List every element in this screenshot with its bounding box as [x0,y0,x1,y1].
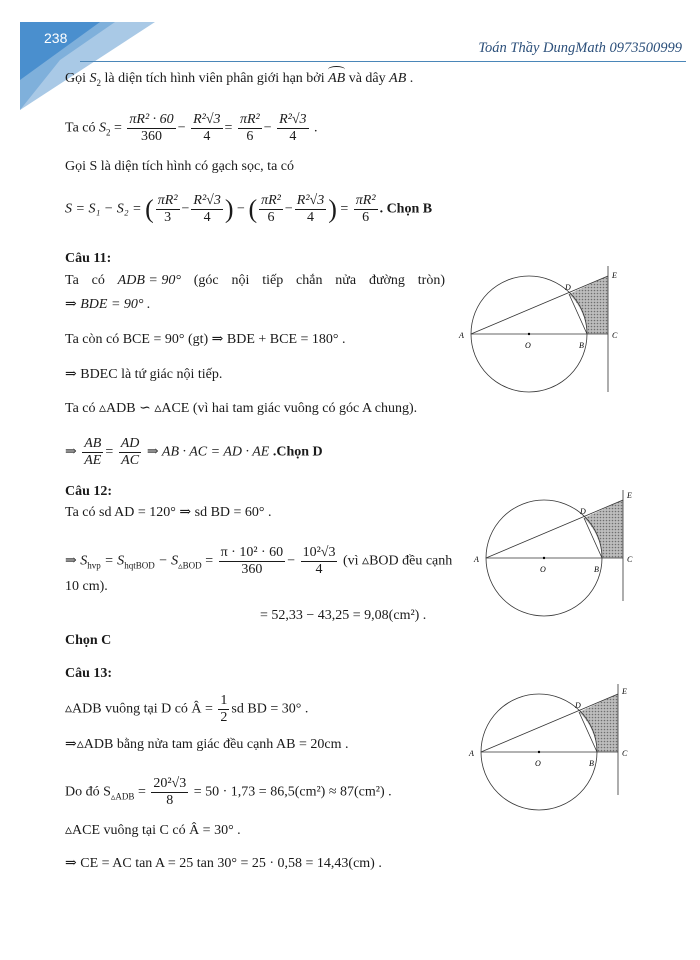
answer-b: . Chọn B [379,201,433,217]
q12-line-1: Ta có sd AD = 120° ⇒ sd BD = 60° . [65,505,272,520]
q11-line-5: Ta có ▵ADB ∽ ▵ACE (vì hai tam giác vuông có góc A chung). [65,401,418,416]
corner-decoration [0,0,160,120]
svg-text:B: B [589,759,594,768]
q12-answer: Chọn C [65,633,112,648]
q11-heading: Câu 11: [65,251,112,266]
q11-line-6: ⇒ $\frac{AB}{AE}$ = $\frac{AD}{AC}$ ⇒ AB · AC = AD · AE .Chọn D [65,436,323,468]
geometry-figure-q12 [470,486,645,636]
page-number: 238 [44,30,68,46]
intro-line-4: S = S₁ − S₂ = ( $\frac{\text{πR²}}{3}$ − $\frac{\text{R²√3}}{4}$ ) − ( $\frac{\text{πR²}}{6}$ − $\frac{\text{R²√3}}{4}$ ) = $\frac{\text{πR²}}{6}$ . Chọn B [65,193,433,225]
svg-text:C: C [627,555,633,564]
q12-line-2: ⇒ $S_{hvp} = S_{hqtBOD} - S_{▵BOD}$ = $\frac{\text{π · 10² · 60}}{360}$ − $\frac{\text{10²√3}}{4}$ (vì ▵BOD đều cạnh [65,545,453,577]
svg-text:O: O [535,759,541,768]
q11-line-3: Ta còn có BCE = 90° (gt) ⇒ BDE + BCE = 180° . [65,332,346,347]
q12-line-3: 10 cm). [65,579,108,594]
svg-text:C: C [622,749,628,758]
q13-line-5: ⇒ CE = AC tan A = 25 tan 30° = 25 · 0,58 = 14,43(cm) . [65,856,382,871]
q13-line-1: ▵ADB vuông tại D có Â = $\frac{1}{2}$ sd BD = 30° . [65,693,309,725]
q11-line-2: ⇒ BDE = 90° . [65,297,151,312]
svg-text:E: E [622,687,627,696]
svg-text:A: A [469,749,474,758]
intro-line-1: Gọi $S_2$ là diện tích hình viên phân giới hạn bởi AB và dây AB . [65,71,414,88]
geometry-figure-q13 [465,680,640,830]
geometry-figure-q11 [455,262,630,412]
svg-text:B: B [594,565,599,574]
q12-heading: Câu 12: [65,484,113,499]
svg-text:D: D [565,283,571,292]
svg-text:O: O [540,565,546,574]
svg-text:C: C [612,331,618,340]
svg-text:A: A [474,555,479,564]
header-title: Toán Thầy DungMath 0973500999 [478,40,682,56]
svg-text:E: E [627,491,632,500]
svg-text:E: E [612,271,617,280]
intro-line-3: Gọi S là diện tích hình có gạch sọc, ta có [65,159,294,174]
header-rule [80,61,686,62]
svg-text:B: B [579,341,584,350]
svg-text:D: D [580,507,586,516]
q13-line-3: Do đó $S_{▵ADB}$ = $\frac{\text{20²√3}}{8}$ = 50 · 1,73 = 86,5(cm²) ≈ 87(cm²) . [65,776,392,808]
q13-heading: Câu 13: [65,666,113,681]
svg-text:D: D [575,701,581,710]
svg-text:A: A [459,331,464,340]
answer-d: .Chọn D [269,444,323,460]
intro-line-2: Ta có $S_2$ = $\frac{\text{πR² · 60}}{360}$ − $\frac{\text{R²√3}}{4}$ = $\frac{\text{πR²}}{6}$ − $\frac{\text{R²√3}}{4}$ . [65,112,318,144]
q13-line-2: ⇒▵ADB bằng nửa tam giác đều cạnh AB = 20cm . [65,737,349,752]
q11-line-1: Ta có ADB = 90° (góc nội tiếp chắn nửa đường tròn) [65,273,445,288]
svg-text:O: O [525,341,531,350]
q12-line-4: = 52,33 − 43,25 = 9,08(cm²) . [260,608,427,623]
q13-line-4: ▵ACE vuông tại C có Â = 30° . [65,823,241,838]
q11-line-4: ⇒ BDEC là tứ giác nội tiếp. [65,367,223,382]
